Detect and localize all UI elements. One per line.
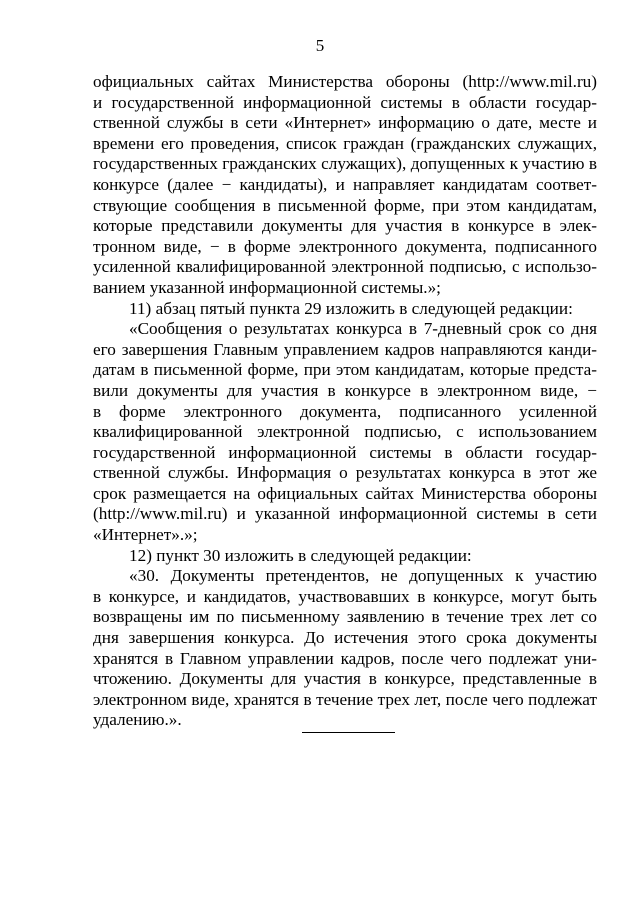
text-line: официальных сайтах Министерства обороны (http://www.mil.ru) — [93, 72, 597, 91]
document-body — [93, 72, 597, 731]
text-line: возвращены им по письменному заявлению в течение трех лет со — [93, 607, 597, 627]
text-line: тронном виде, − в форме электронного документа, подписанного — [93, 236, 597, 256]
text-line: государственной информационной системы в области государ- — [93, 442, 597, 462]
text-line: ственной службы в сети «Интернет» информацию о дате, месте и — [93, 113, 597, 133]
text-line: чтожению. Документы для участия в конкурсе, представленные в — [93, 669, 597, 689]
text-line: которые представили документы для участия в конкурсе в элек- — [93, 216, 597, 236]
text-line: срок размещается на официальных сайтах Министерства обороны — [93, 483, 597, 503]
text-line: времени его проведения, список граждан (гражданских служащих, — [93, 133, 597, 153]
text-line: в форме электронного документа, подписанного усиленной — [93, 401, 597, 421]
text-line: квалифицированной электронной подписью, с использованием — [93, 422, 597, 442]
text-line: и государственной информационной системы в области государ- — [93, 92, 597, 112]
text-line: конкурсе (далее − кандидаты), и направляет кандидатам соответ- — [93, 174, 597, 194]
text-line: «Сообщения о результатах конкурса в 7-дневный срок со дня — [129, 319, 597, 339]
text-line: 11) абзац пятый пункта 29 изложить в следующей редакции: — [129, 298, 573, 318]
text-line: государственных гражданских служащих), допущенных к участию в — [93, 154, 597, 174]
text-line: вили документы для участия в конкурсе в электронном виде, − — [93, 380, 597, 400]
text-line: в конкурсе, и кандидатов, участвовавших в конкурсе, могут быть — [93, 586, 597, 606]
text-line: ственной службы. Информация о результатах конкурса в этот же — [93, 463, 597, 483]
text-line: электронном виде, хранятся в течение трех лет, после чего подлежат — [93, 689, 597, 709]
text-line: удалению.». — [93, 710, 182, 730]
text-line: ствующие сообщения в письменной форме, при этом кандидатам, — [93, 195, 597, 215]
page-number: 5 — [315, 36, 325, 55]
paragraph-quote-30 — [93, 566, 597, 731]
text-line: его завершения Главным управлением кадров направляются канди- — [93, 339, 597, 359]
text-line: ванием указанной информационной системы.»; — [93, 277, 441, 297]
text-line: хранятся в Главном управлении кадров, после чего подлежат уни- — [93, 648, 597, 668]
text-line: усиленной квалифицированной электронной подписью, с использо- — [93, 257, 597, 277]
text-line: «Интернет».»; — [93, 525, 198, 545]
text-line: «30. Документы претендентов, не допущенных к участию — [129, 566, 597, 586]
text-line: 12) пункт 30 изложить в следующей редакции: — [129, 545, 472, 565]
paragraph-item-12 — [93, 546, 597, 567]
text-line: датам в письменной форме, при этом кандидатам, которые предста- — [93, 360, 597, 380]
text-line: дня завершения конкурса. До истечения этого срока документы — [93, 628, 597, 648]
paragraph-quote-29 — [93, 319, 597, 546]
paragraph-continuation — [93, 72, 597, 299]
end-divider-line — [302, 732, 395, 733]
text-line: (http://www.mil.ru) и указанной информационной системы в сети — [93, 504, 597, 524]
paragraph-item-11 — [93, 299, 597, 320]
